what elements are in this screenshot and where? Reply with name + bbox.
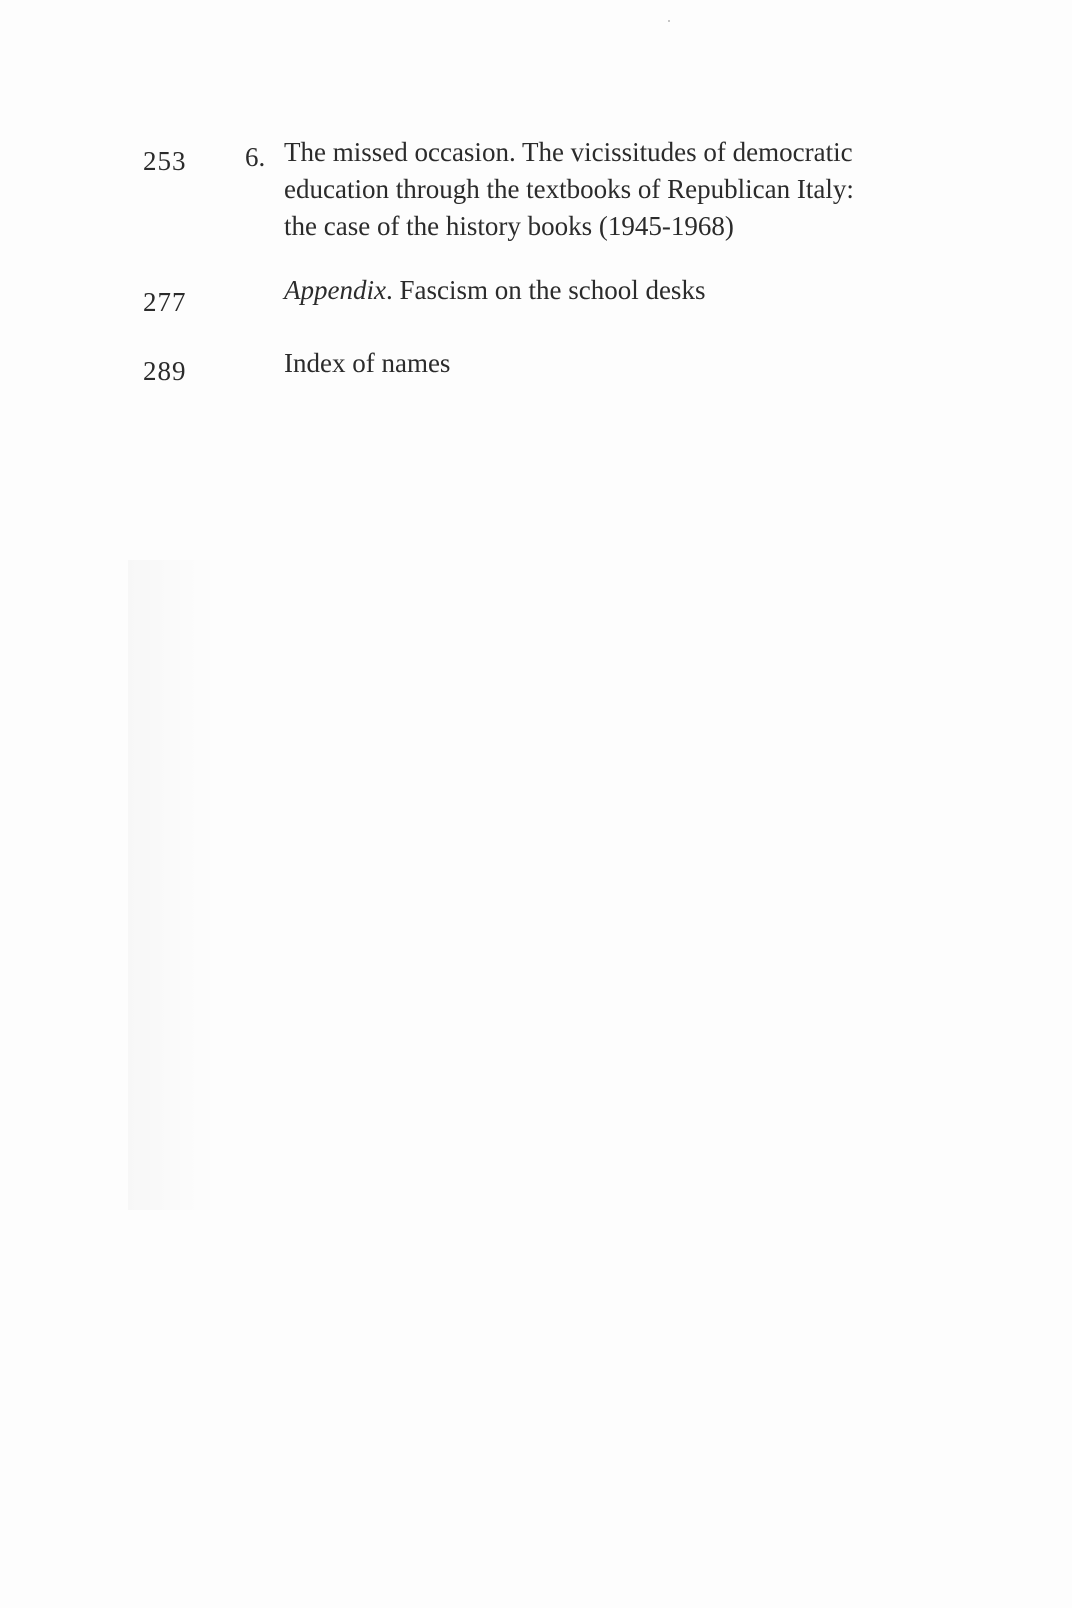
toc-title-line: education through the textbooks of Republican Italy: (284, 174, 854, 204)
toc-entry-title (284, 272, 934, 309)
toc-title-line: the case of the history books (1945-1968) (284, 211, 734, 241)
toc-entry-title (284, 345, 934, 382)
toc-chapter-number: 6. (245, 142, 266, 172)
toc-entry-title (284, 134, 934, 245)
toc-title-text: . Fascism on the school desks (385, 275, 706, 305)
show-through-shadow (128, 560, 218, 1210)
toc-title-text: Index of names (284, 348, 451, 378)
scan-speck (668, 20, 670, 22)
toc-title-italic: Appendix (284, 275, 386, 305)
toc-page-number: 277 (143, 287, 187, 317)
toc-page-number: 289 (143, 356, 187, 386)
toc-page-number: 253 (143, 146, 187, 176)
toc-title-line: The missed occasion. The vicissitudes of democratic (284, 137, 853, 167)
